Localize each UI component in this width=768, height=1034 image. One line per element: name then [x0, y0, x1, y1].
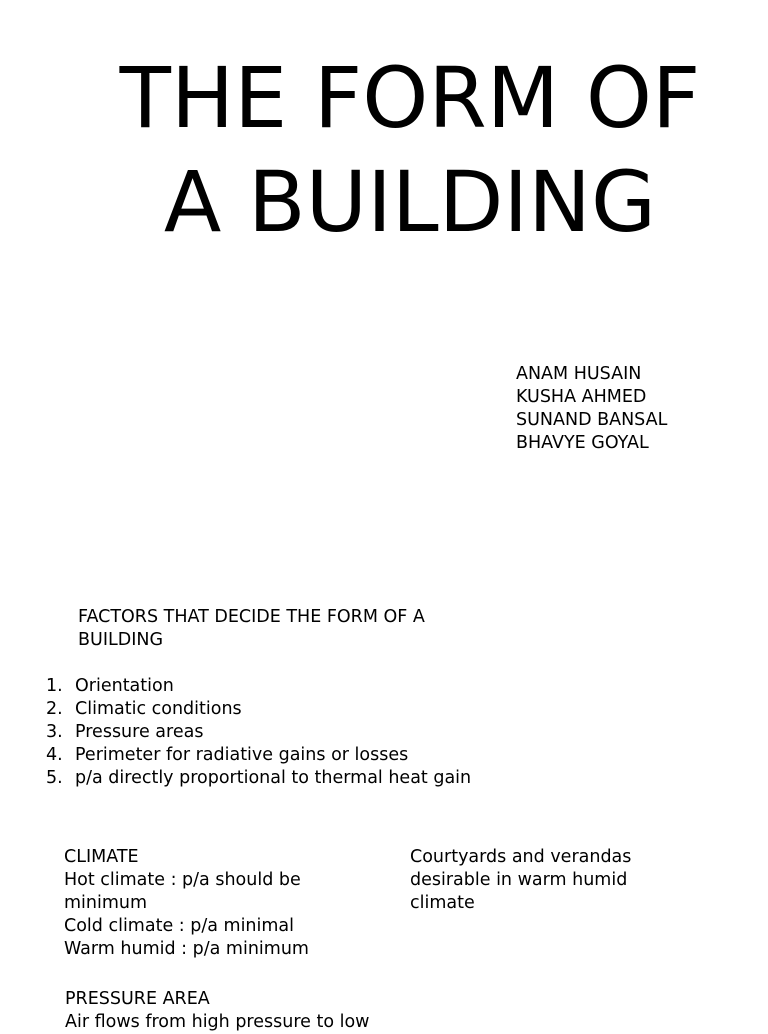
title-line-2: A BUILDING [163, 153, 657, 251]
title-line-1: THE FORM OF [119, 49, 701, 147]
list-item-number: 1. [46, 676, 63, 696]
climate-line: Warm humid : p/a minimum [64, 939, 309, 959]
list-item [46, 744, 471, 767]
climate-section [64, 846, 364, 961]
list-item-number: 3. [46, 722, 63, 742]
climate-heading: CLIMATE [64, 847, 139, 867]
climate-line: Hot climate : p/a should be minimum [64, 870, 301, 913]
author-name: BHAVYE GOYAL [516, 433, 649, 453]
list-item-number: 2. [46, 699, 63, 719]
pressure-line: Air flows from high pressure to low [65, 1012, 370, 1032]
list-item [46, 721, 471, 744]
author-name: SUNAND BANSAL [516, 410, 668, 430]
pressure-heading: PRESSURE AREA [65, 989, 210, 1009]
list-item-text: Climatic conditions [75, 699, 242, 719]
list-item-text: Orientation [75, 676, 174, 696]
list-item-text: Perimeter for radiative gains or losses [75, 745, 409, 765]
factors-list [46, 675, 471, 790]
list-item [46, 675, 471, 698]
page-title [0, 46, 768, 254]
courtyard-note: Courtyards and verandas desirable in warm humid climate [410, 847, 632, 913]
list-item-text: p/a directly proportional to thermal heat gain [75, 768, 472, 788]
pressure-section [65, 988, 465, 1034]
list-item-number: 5. [46, 768, 63, 788]
factors-heading: FACTORS THAT DECIDE THE FORM OF A BUILDING [78, 607, 425, 650]
list-item-number: 4. [46, 745, 63, 765]
list-item [46, 767, 471, 790]
author-name: KUSHA AHMED [516, 387, 647, 407]
list-item-text: Pressure areas [75, 722, 204, 742]
climate-line: Cold climate : p/a minimal [64, 916, 295, 936]
author-name: ANAM HUSAIN [516, 364, 642, 384]
author-list [516, 363, 667, 455]
list-item [46, 698, 471, 721]
